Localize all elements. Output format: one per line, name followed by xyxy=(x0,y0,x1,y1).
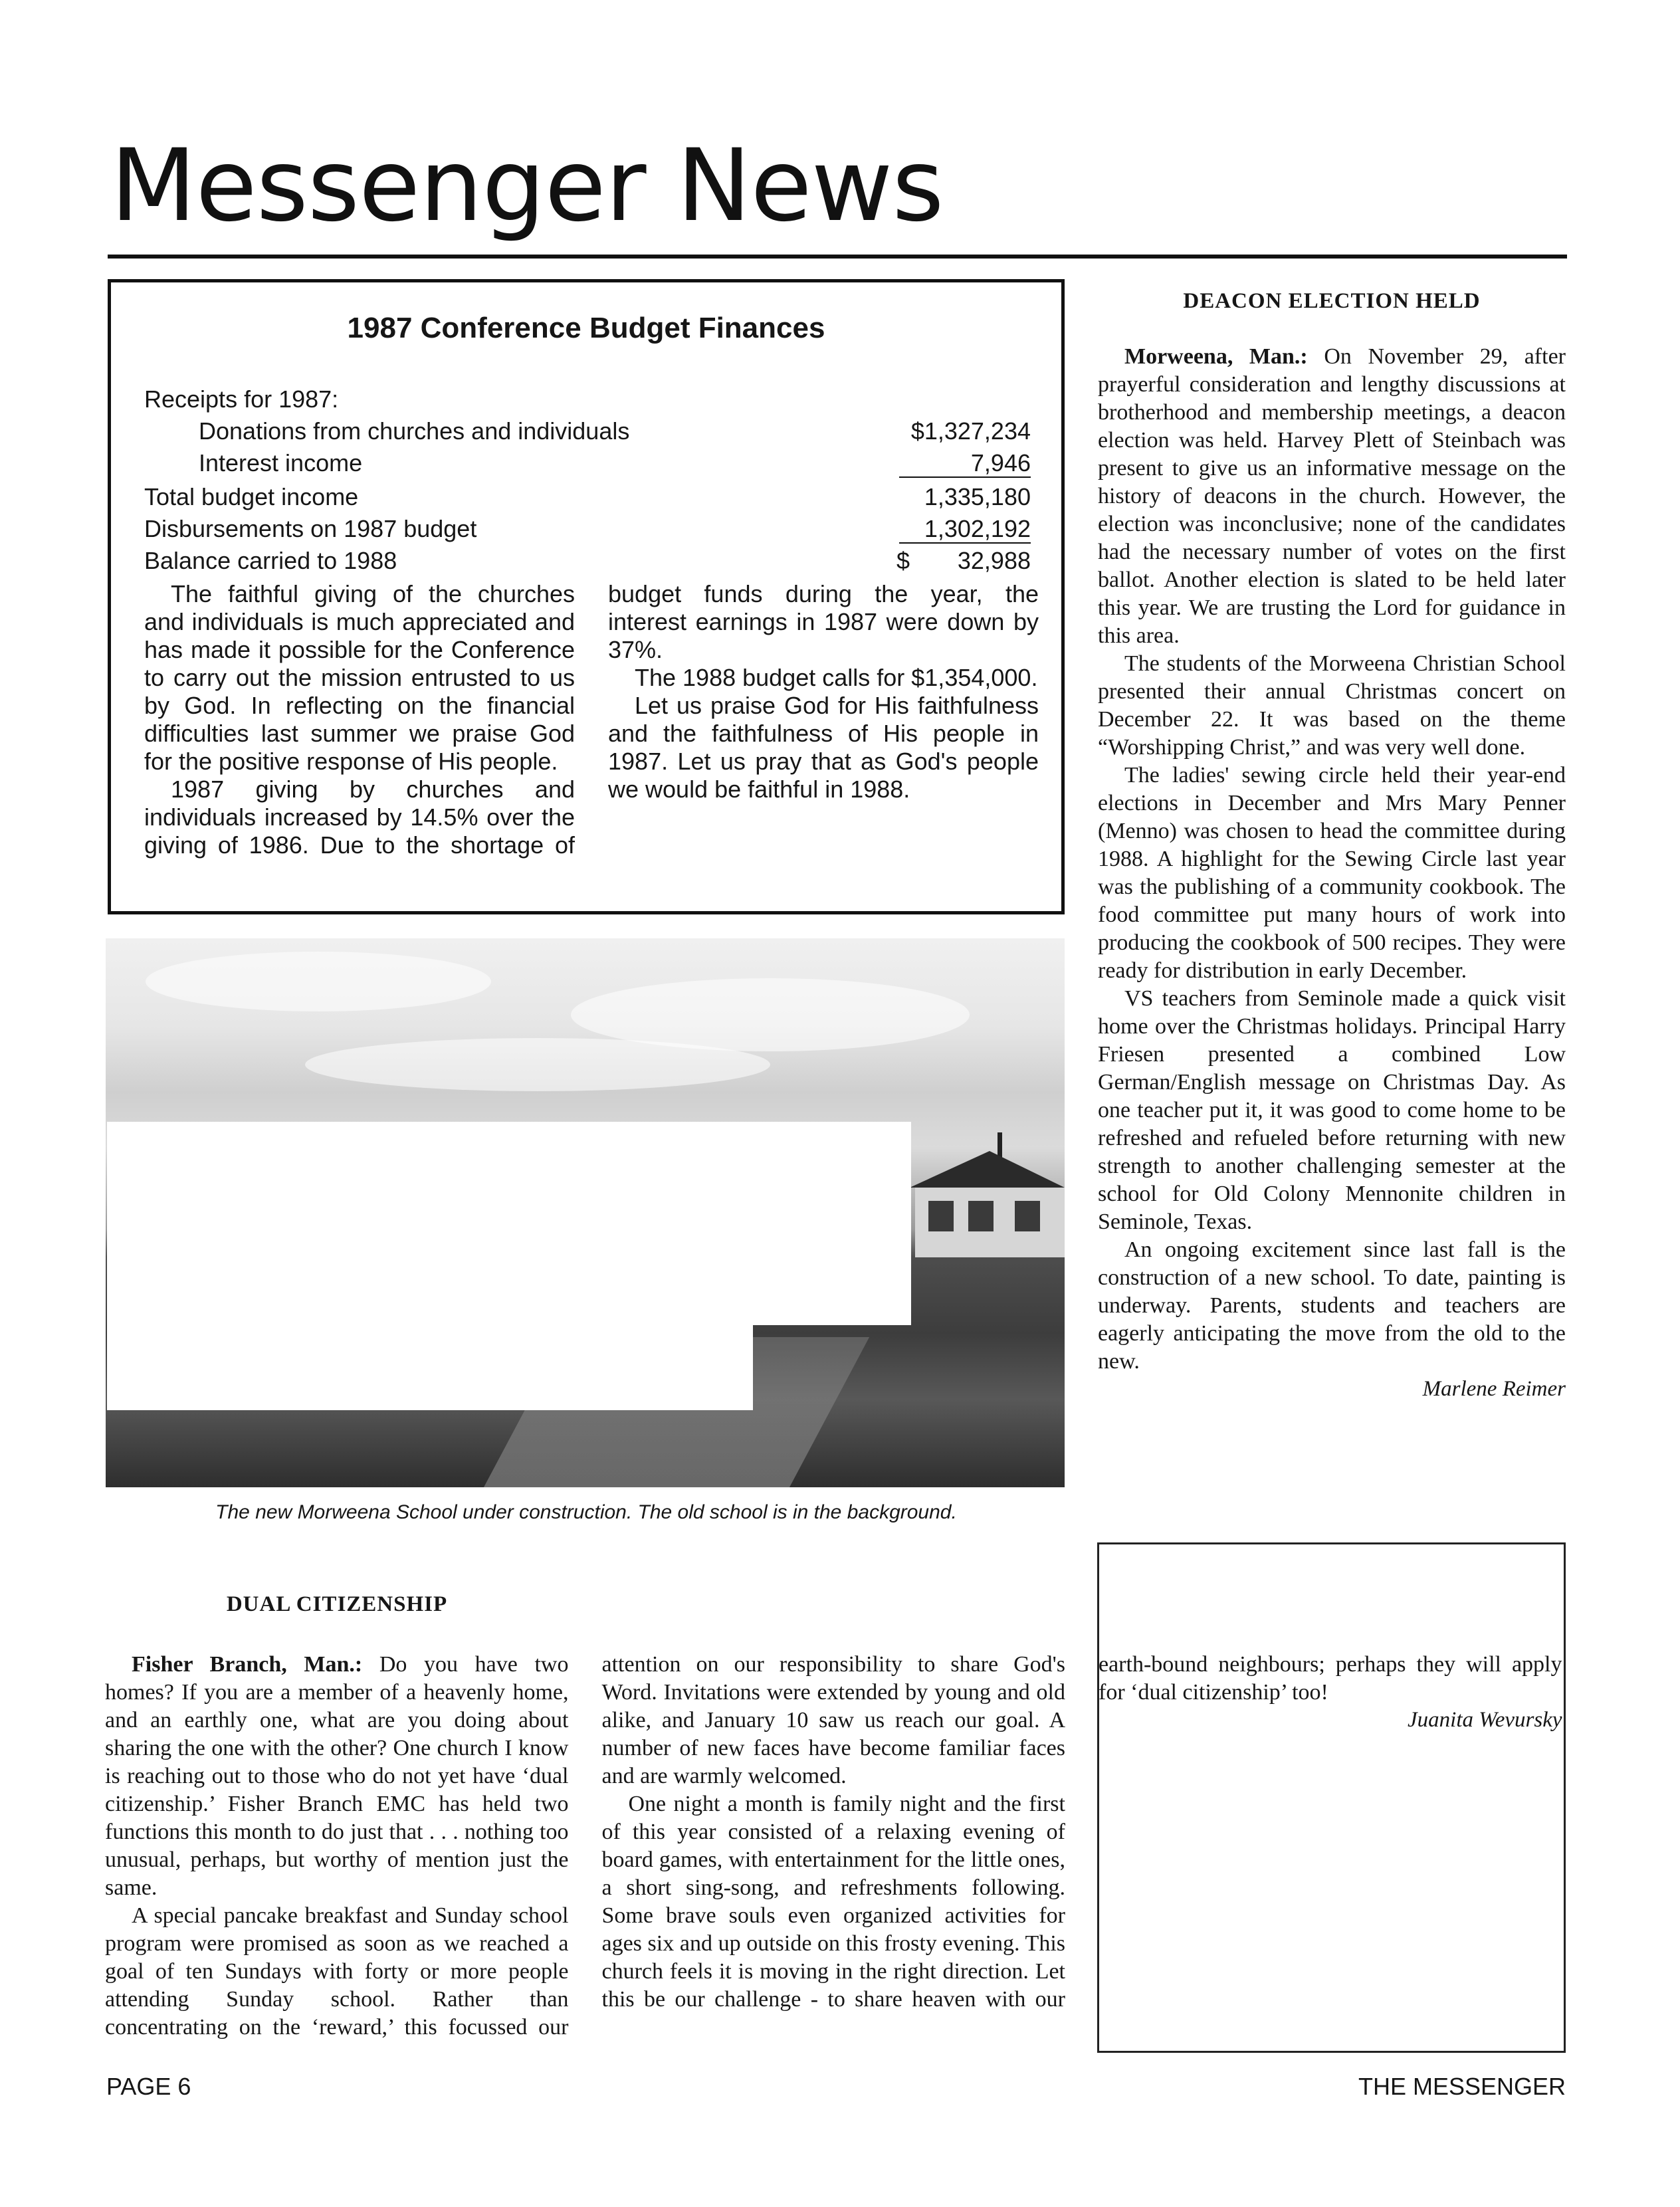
article-paragraph: A special pancake breakfast and Sunday school program were promised as soon as we reached a goal of ten Sundays with forty or more people attending Sunday school. Rather than concentrating on the ‘reward,’ this focussed our attention on our responsibility to share God's Word. Invitations were extended by young and old alike, and January 10 saw us reach our goal. A number of new faces have become familiar faces and are warmly welcomed. xyxy=(105,1652,1065,2040)
building-walls xyxy=(915,1188,1065,1257)
byline: Marlene Reimer xyxy=(1422,1376,1566,1401)
budget-title: 1987 Conference Budget Finances xyxy=(347,312,825,344)
ledger-amount: 7,946 xyxy=(970,449,1031,476)
budget-paragraph: The 1988 budget calls for $1,354,000. xyxy=(635,664,1038,691)
redaction-block xyxy=(107,1324,753,1410)
ledger-amount: 32,988 xyxy=(957,547,1031,574)
ledger-label: Donations from churches and individuals xyxy=(199,417,630,445)
budget-paragraph: Let us praise God for His faithfulness and the faithfulness of His people in 1987. Let us pray that as God's people we would be faithful in 1988. xyxy=(608,692,1039,803)
publication-name: THE MESSENGER xyxy=(1358,2073,1566,2100)
byline: Juanita Wevursky xyxy=(1408,1708,1562,1732)
deacon-article xyxy=(1098,288,1566,1402)
sum-rule xyxy=(899,476,1031,478)
ledger-label: Total budget income xyxy=(144,483,359,510)
budget-paragraph: 1987 giving by churches and individuals increased by 14.5% over the giving of 1986. Due to the shortage of budget funds during the year, the interest earnings in 1987 were down by 37%. xyxy=(144,580,1039,859)
dual-headline-wrap xyxy=(108,1592,566,1618)
photo-caption: The new Morweena School under construction. The old school is in the background. xyxy=(215,1501,957,1523)
article-paragraph xyxy=(105,1651,569,1902)
ledger-label: Balance carried to 1988 xyxy=(144,547,397,574)
receipts-heading: Receipts for 1987: xyxy=(144,385,339,413)
masthead-rule xyxy=(108,255,1567,259)
dateline: Fisher Branch, Man.: xyxy=(132,1652,363,1677)
article-paragraph: The ladies' sewing circle held their year-end elections in December and Mrs Mary Penner (Menno) was chosen to head the committee during 1988. A highlight for the Sewing Circle last year was the publishing of a community cookbook. The food committee put many hours of work into producing the cookbook of 500 recipes. They were ready for distribution in early December. xyxy=(1098,762,1566,983)
ledger-amount: 1,335,180 xyxy=(924,483,1031,510)
paragraph-text: On November 29, after prayerful consideration and lengthy discussions at brotherhood and membership meetings, a deacon election was held. Harvey Plett of Steinbach was present to give us an informative message on the history of deacons in the church. However, the election was inconclusive; none of the candidates had the necessary number of votes on the first ballot. Another election is slated to be held later this year. We are trusting the Lord for guidance in this area. xyxy=(1098,344,1566,648)
window xyxy=(928,1201,954,1231)
article-paragraph: The students of the Morweena Christian School presented their annual Christmas concert on December 22. It was based on the theme “Worshipping Christ,” and was very well done. xyxy=(1098,651,1566,760)
article-body xyxy=(1098,343,1566,1376)
window xyxy=(968,1201,994,1231)
budget-text xyxy=(144,580,1039,873)
paragraph-text: Do you have two homes? If you are a member of a heavenly home, and an earthly one, what are you doing about sharing the one with the other? One church I know is reaching out to those who do not yet have ‘dual citizenship.’ Fisher Branch EMC has held two functions this month to do just that . . . nothing too unusual, perhaps, but worthy of mention just the same. xyxy=(105,1652,569,1900)
ledger-amount: 1,302,192 xyxy=(924,515,1031,542)
redaction-block xyxy=(107,1122,911,1325)
dual-article xyxy=(105,1651,1562,2063)
article-headline: DEACON ELECTION HELD xyxy=(1183,289,1481,313)
ledger-label: Interest income xyxy=(199,449,363,476)
school-photo xyxy=(106,938,1065,1487)
roof xyxy=(910,1151,1065,1188)
dateline: Morweena, Man.: xyxy=(1124,344,1308,369)
empty-frame xyxy=(1097,1542,1566,2053)
article-paragraph: VS teachers from Seminole made a quick visit home over the Christmas holidays. Principal Harry Friesen presented a combined Low German/English message on Christmas Day. As one teacher put it, it was good to come home to be refreshed and refueled before returning with new strength to another challenging semester at the school for Old Colony Mennonite children in Seminole, Texas. xyxy=(1098,986,1566,1234)
article-paragraph: An ongoing excitement since last fall is the construction of a new school. To date, painting is underway. Parents, students and teachers are eagerly anticipating the move from the old to the new. xyxy=(1098,1237,1566,1374)
cloud xyxy=(305,1038,770,1091)
sum-rule xyxy=(899,542,1031,544)
ledger-currency: $ xyxy=(896,547,910,574)
masthead-title: Messenger News xyxy=(110,128,944,244)
article-headline: DUAL CITIZENSHIP xyxy=(226,1592,448,1616)
window xyxy=(1015,1201,1040,1231)
old-school-building xyxy=(910,1151,1065,1257)
budget-paragraph: The faithful giving of the churches and individuals is much appreciated and has made it possible for the Conference to carry out the mission entrusted to us by God. In reflecting on the financial difficulties last summer we praise God for the positive response of His people. xyxy=(144,580,575,775)
ledger-label: Disbursements on 1987 budget xyxy=(144,515,477,542)
cloud xyxy=(146,952,491,1011)
budget-ledger xyxy=(144,383,1031,577)
ledger-amount: $1,327,234 xyxy=(910,417,1031,445)
article-paragraph xyxy=(1098,343,1566,650)
article-paragraph: One night a month is family night and the first of this year consisted of a relaxing evening of board games, with entertainment for the little ones, a short sing-song, and refreshments following. Some brave souls even organized activities for ages six and up outside on this frosty evening. This church feels it is moving in the right direction. Let this be our challenge - to share heaven with our earth-bound neighbours; perhaps they will apply for ‘dual citizenship’ too! xyxy=(601,1652,1562,2012)
budget-box xyxy=(108,279,1065,914)
page-number: PAGE 6 xyxy=(106,2073,191,2100)
